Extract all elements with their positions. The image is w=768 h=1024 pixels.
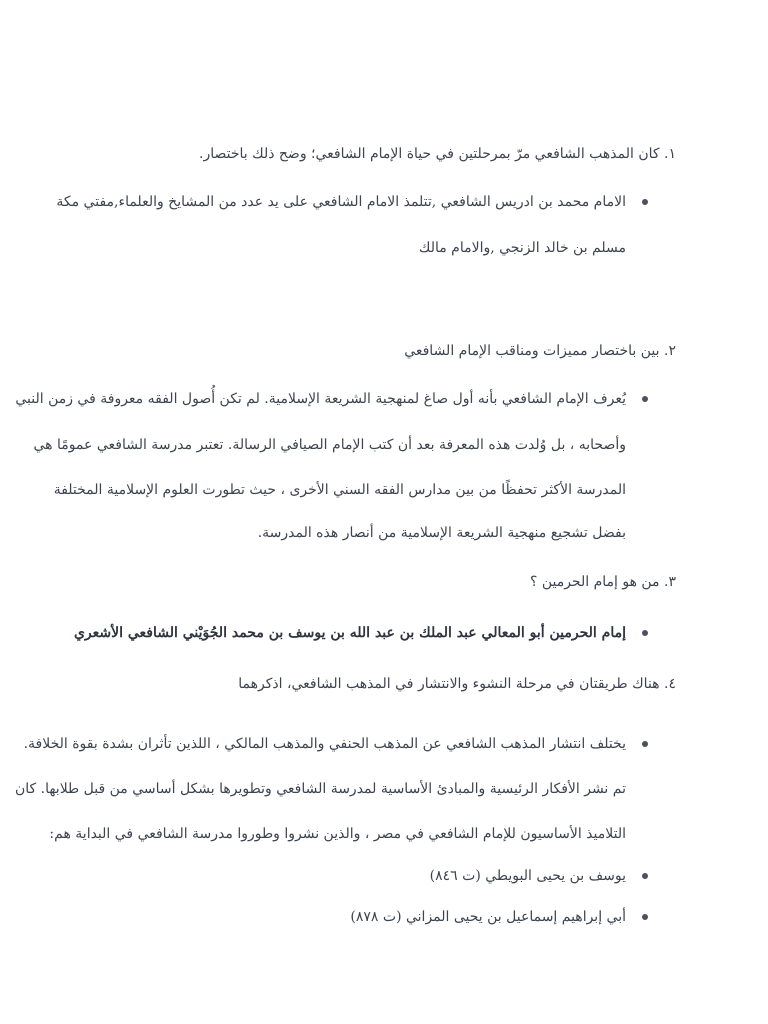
answer-4-line-2: تم نشر الأفكار الرئيسية والمبادئ الأساسية لمدرسة الشافعي وتطويرها بشكل أساسي من قبل طلابها. كان xyxy=(14,781,626,797)
student-1: يوسف بن يحيى البويطي (ت ٨٤٦) xyxy=(429,868,626,884)
answer-1-line-2: مسلم بن خالد الزنجي ,والامام مالك xyxy=(418,240,626,256)
question-2-number: ٢. xyxy=(664,343,676,359)
question-4-text: هناك طريقتان في مرحلة النشوء والانتشار في المذهب الشافعي، اذكرهما xyxy=(238,676,660,692)
question-1-number: ١. xyxy=(664,146,676,162)
question-1-text: كان المذهب الشافعي مرّ بمرحلتين في حياة الإمام الشافعي؛ وضح ذلك باختصار. xyxy=(199,146,660,162)
bullet-icon xyxy=(642,914,648,920)
bullet-icon xyxy=(642,741,648,747)
answer-2-line-1: يُعرف الإمام الشافعي بأنه أول صاغ لمنهجية الشريعة الإسلامية. لم تكن أُصول الفقه معروفة في زمن النبي xyxy=(15,391,626,407)
bullet-icon xyxy=(642,199,648,205)
question-1 xyxy=(199,143,676,165)
bullet-icon xyxy=(642,396,648,402)
answer-4-line-3: التلاميذ الأساسيون للإمام الشافعي في مصر ، والذين نشروا وطوروا مدرسة الشافعي في البداية هم: xyxy=(49,826,626,842)
student-2: أبي إبراهيم إسماعيل بن يحيى المزاني (ت ٨٧٨) xyxy=(350,909,626,925)
question-4-number: ٤. xyxy=(664,676,676,692)
answer-3: إمام الحرمين أبو المعالي عبد الملك بن عبد الله بن يوسف بن محمد الجُوَيْني الشافعي الأشعري xyxy=(73,625,626,641)
question-2-text: بين باختصار مميزات ومناقب الإمام الشافعي xyxy=(404,343,660,359)
question-2 xyxy=(404,340,676,362)
answer-4-line-1: يختلف انتشار المذهب الشافعي عن المذهب الحنفي والمذهب المالكي ، اللذين تأثران بشدة بقوة الخلافة. xyxy=(23,736,626,752)
question-3-text: من هو إمام الحرمين ؟ xyxy=(529,574,660,590)
question-3-number: ٣. xyxy=(664,574,676,590)
bullet-icon xyxy=(642,630,648,636)
answer-2-line-3: المدرسة الأكثر تحفظًا من بين مدارس الفقه السني الأخرى ، حيث تطورت العلوم الإسلامية المختلفة xyxy=(53,482,626,498)
question-4 xyxy=(238,673,676,695)
answer-1-line-1: الامام محمد بن ادريس الشافعي ,تتلمذ الامام الشافعي على يد عدد من المشايخ والعلماء,مفتي مكة xyxy=(56,194,626,210)
answer-2-line-2: وأصحابه ، بل وُلدت هذه المعرفة بعد أن كتب الإمام الصيافي الرسالة. تعتبر مدرسة الشافعي عمومًا هي xyxy=(33,437,626,453)
question-3 xyxy=(530,571,676,593)
answer-2-line-4: بفضل تشجيع منهجية الشريعة الإسلامية من أنصار هذه المدرسة. xyxy=(257,525,626,541)
bullet-icon xyxy=(642,873,648,879)
